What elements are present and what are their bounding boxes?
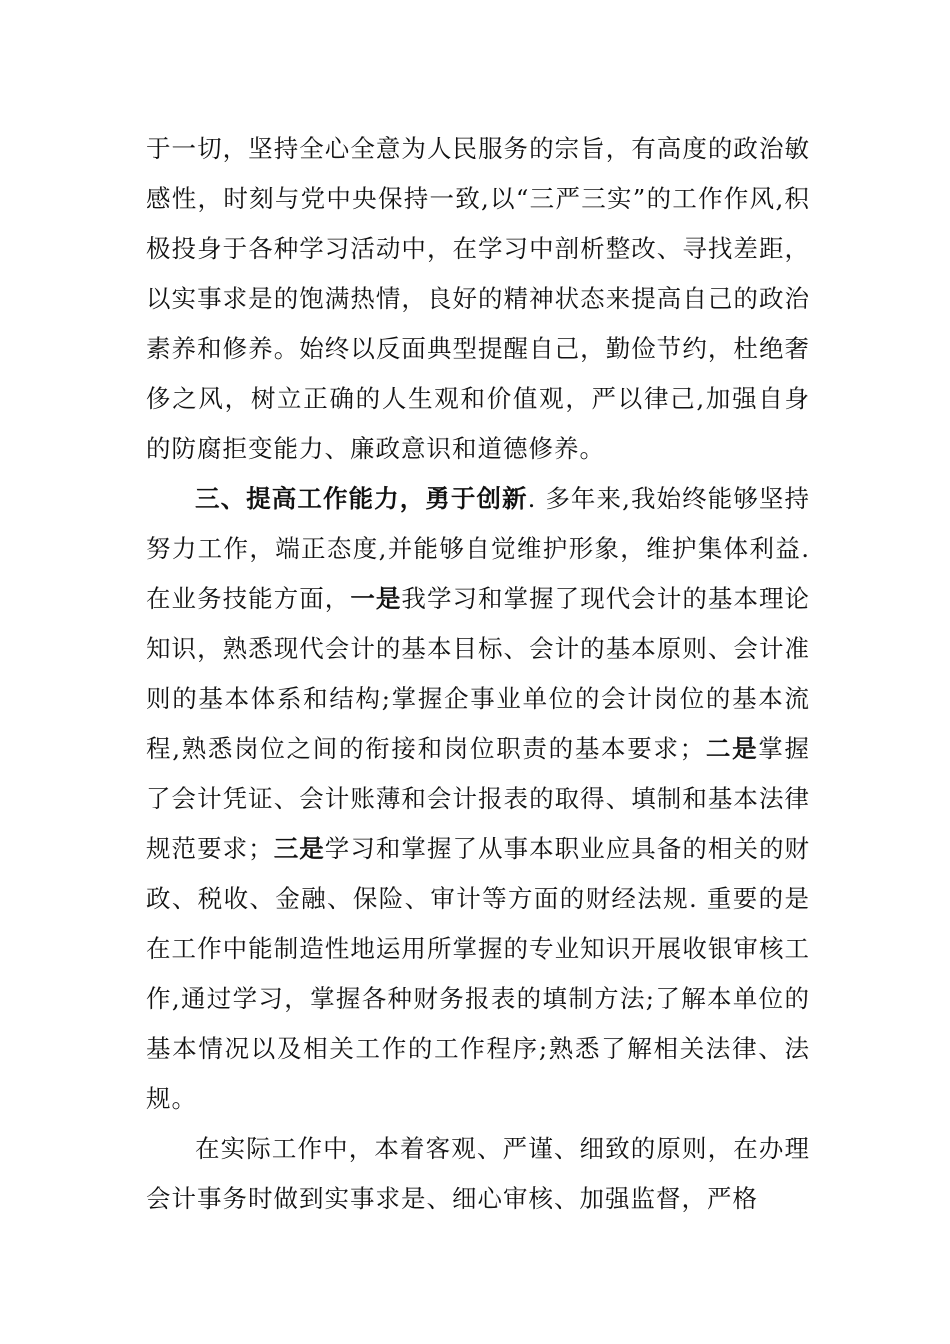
paragraph-political-integrity xyxy=(146,124,810,474)
paragraph-practical-work xyxy=(146,1124,810,1224)
point-three-marker: 三是 xyxy=(273,834,325,863)
paragraph-text: . 多年来,我始终能够坚持努力工作，端正态度,并能够自觉维护形象，维护集体利益. 在业务技能方面， xyxy=(146,484,810,613)
document-body xyxy=(146,124,810,1224)
paragraph-text: 在实际工作中，本着客观、严谨、细致的原则，在办理会计事务时做到实事求是、细心审核、加强监督，严格 xyxy=(146,1134,810,1213)
paragraph-text: 我学习和掌握了现代会计的基本理论知识，熟悉现代会计的基本目标、会计的基本原则、会计准则的基本体系和结构;掌握企事业单位的会计岗位的基本流程,熟悉岗位之间的衔接和岗位职责的基本要求； xyxy=(146,584,811,763)
paragraph-text: 学习和掌握了从事本职业应具备的相关的财政、税收、金融、保险、审计等方面的财经法规. 重要的是在工作中能制造性地运用所掌握的专业知识开展收银审核工作,通过学习，掌握各种财务报表的填制方法;了解本单位的基本情况以及相关工作的工作程序;熟悉了解相关法律、法规。 xyxy=(146,834,811,1113)
section-heading: 三、提高工作能力，勇于创新 xyxy=(195,484,528,513)
paragraph-text: 掌握了会计凭证、会计账薄和会计报表的取得、填制和基本法律规范要求； xyxy=(146,734,810,863)
point-one-marker: 一是 xyxy=(350,584,402,613)
point-two-marker: 二是 xyxy=(705,734,759,763)
paragraph-text: 于一切，坚持全心全意为人民服务的宗旨，有高度的政治敏感性，时刻与党中央保持一致,以“三严三实”的工作作风,积极投身于各种学习活动中，在学习中剖析整改、寻找差距，以实事求是的饱满热情，良好的精神状态来提高自己的政治素养和修养。始终以反面典型提醒自己，勤俭节约，杜绝奢侈之风，树立正确的人生观和价值观，严以律己,加强自身的防腐拒变能力、廉政意识和道德修养。 xyxy=(146,134,810,463)
paragraph-work-ability xyxy=(146,474,810,1124)
